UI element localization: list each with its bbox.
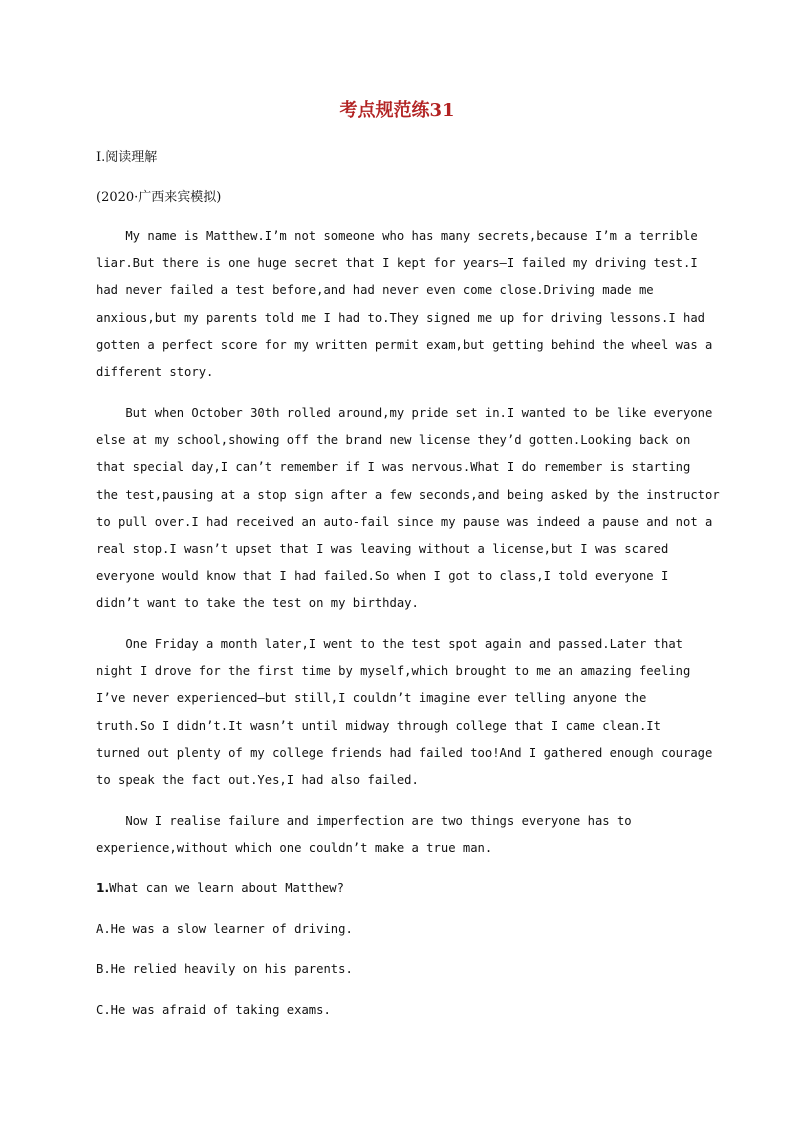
text-line: My name is Matthew.I’m not someone who has many secrets,because I’m a terrible [96,229,698,243]
text-line: didn’t want to take the test on my birthday. [96,596,419,611]
text-line: Now I realise failure and imperfection are two things everyone has to [96,814,632,828]
passage-paragraph-4 [96,808,696,862]
section-heading: Ⅰ.阅读理解 [96,150,158,165]
text-line: truth.So I didn’t.It wasn’t until midway through college that I came clean.It [96,718,661,733]
text-line: experience,without which one couldn’t make a true man. [96,841,493,856]
question-number: 1. [96,881,110,895]
passage-paragraph-1 [96,223,713,386]
text-line: anxious,but my parents told me I had to.They signed me up for driving lessons.I had [96,310,706,325]
text-line: to speak the fact out.Yes,I had also failed. [96,773,419,788]
text-line: had never failed a test before,and had never even come close.Driving made me [96,283,654,298]
question-stem: What can we learn about Matthew? [109,881,344,895]
text-line: else at my school,showing off the brand new license they’d gotten.Looking back on [96,433,691,448]
passage-paragraph-2 [96,400,720,618]
text-line: everyone would know that I had failed.So when I got to class,I told everyone I [96,569,669,584]
source-note: (2020·广西来宾模拟) [96,190,222,205]
text-line: But when October 30th rolled around,my pride set in.I wanted to be like everyone [96,406,713,420]
option-a: A.He was a slow learner of driving. [96,922,353,936]
text-line: liar.But there is one huge secret that I kept for years—I failed my driving test.I [96,256,698,271]
option-b: B.He relied heavily on his parents. [96,962,353,976]
question-stem-line [96,881,344,895]
text-line: different story. [96,365,214,380]
text-line: the test,pausing at a stop sign after a few seconds,and being asked by the instructor [96,487,720,502]
page-title: 考点规范练31 [339,100,455,121]
text-line: gotten a perfect score for my written permit exam,but getting behind the wheel was a [96,337,713,352]
text-line: I’ve never experienced—but still,I couldn’t imagine ever telling anyone the [96,691,647,706]
text-line: turned out plenty of my college friends had failed too!And I gathered enough courage [96,745,713,760]
text-line: night I drove for the first time by myself,which brought to me an amazing feeling [96,664,691,679]
text-line: to pull over.I had received an auto-fail since my pause was indeed a pause and not a [96,514,713,529]
passage-paragraph-3 [96,631,713,794]
option-c: C.He was afraid of taking exams. [96,1003,331,1017]
text-line: One Friday a month later,I went to the test spot again and passed.Later that [96,637,683,651]
text-line: real stop.I wasn’t upset that I was leaving without a license,but I was scared [96,542,669,557]
text-line: that special day,I can’t remember if I was nervous.What I do remember is starting [96,460,691,475]
